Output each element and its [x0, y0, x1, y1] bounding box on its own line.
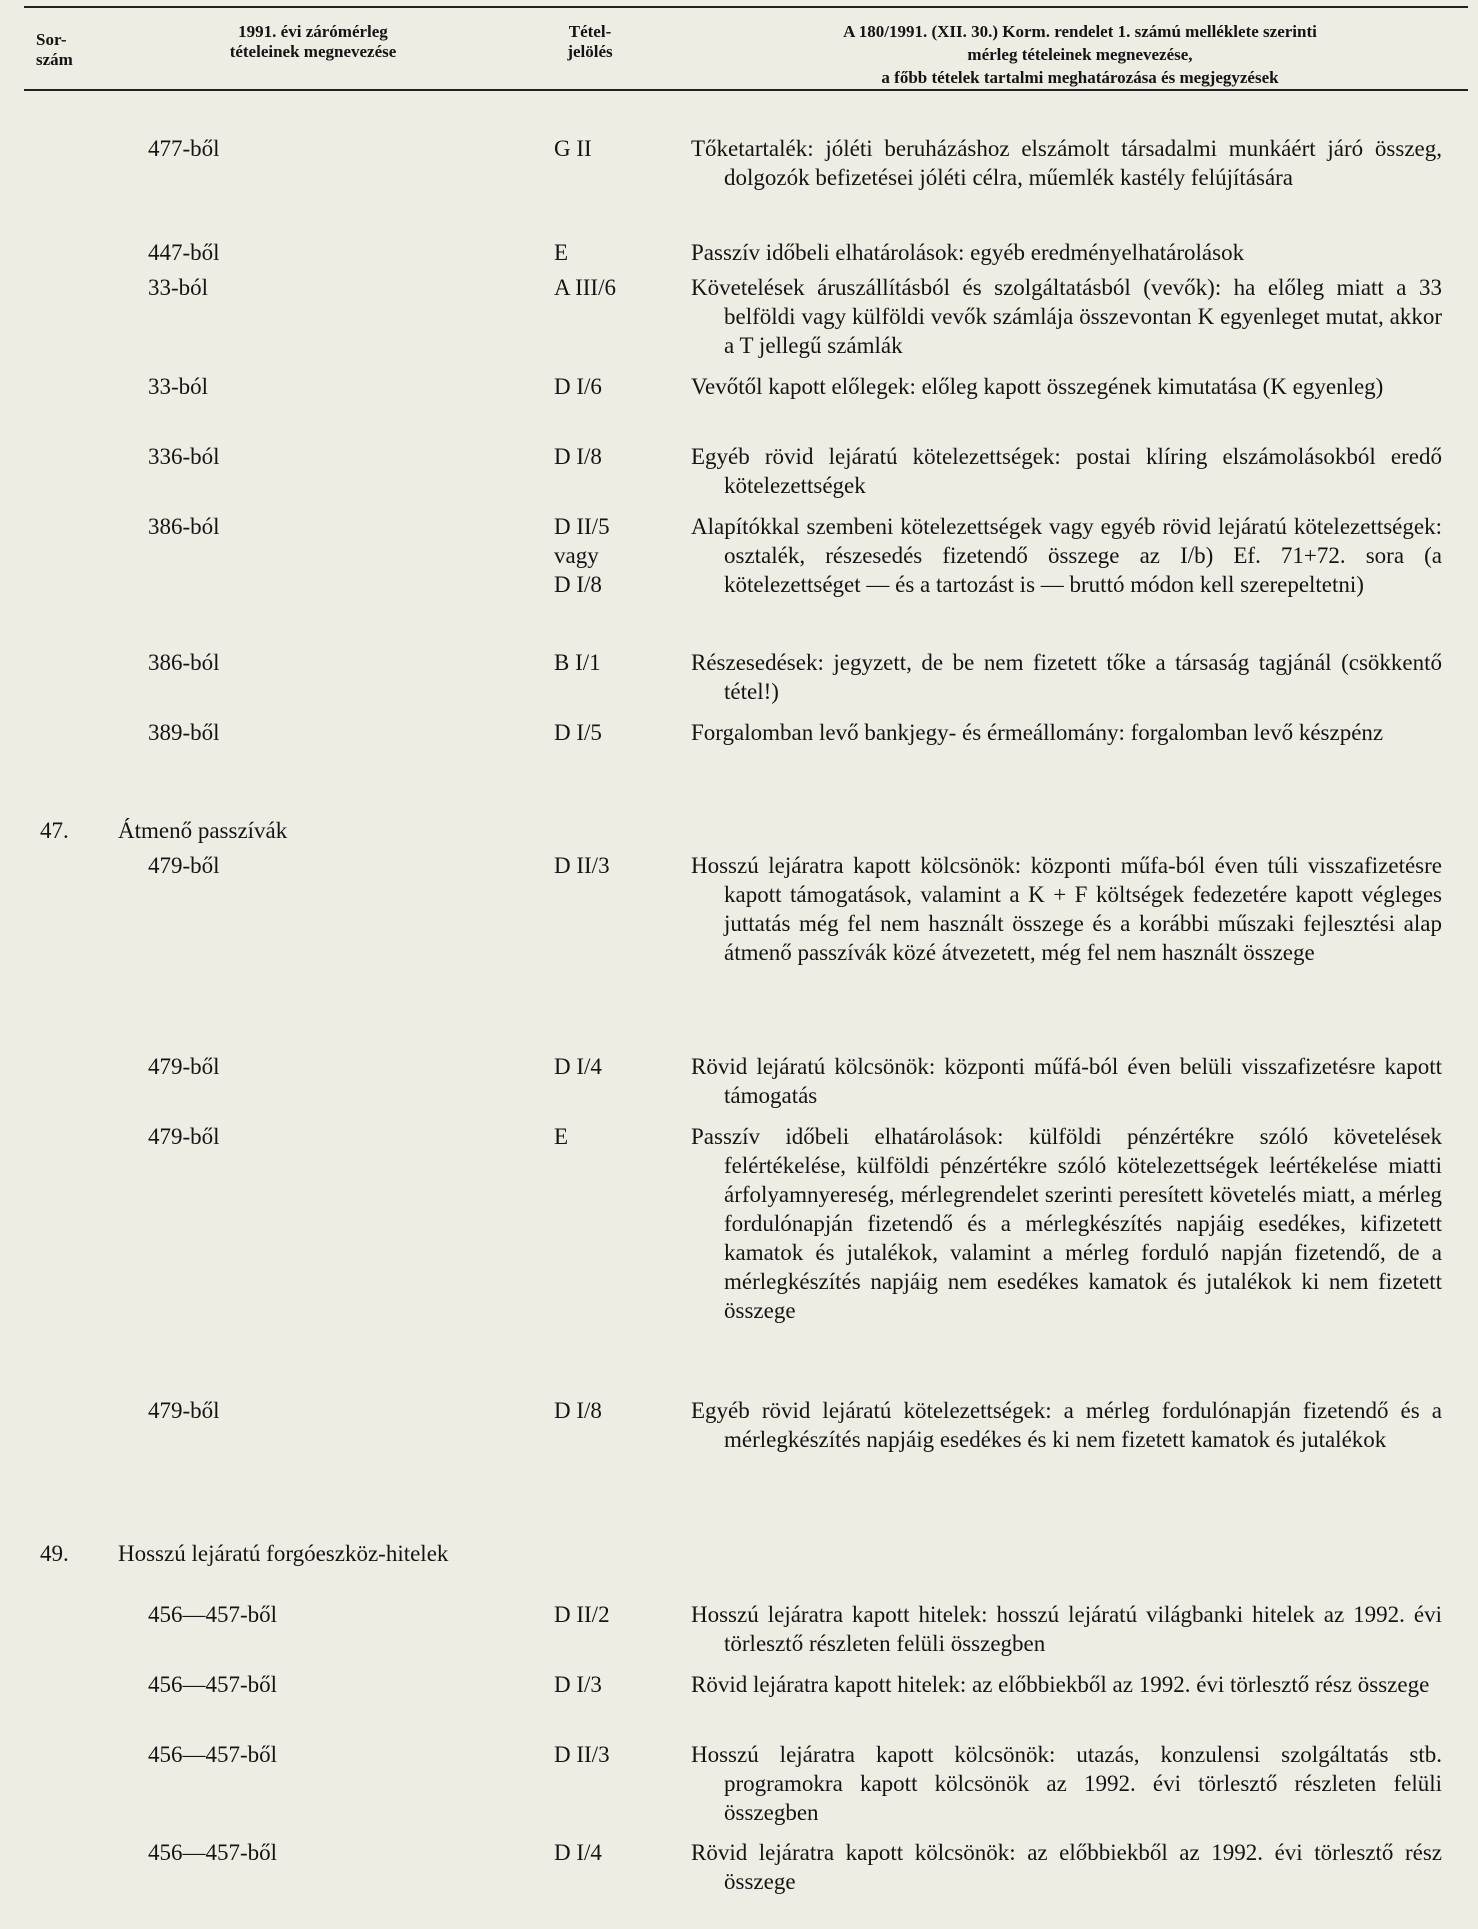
item-description: Rövid lejáratra kapott hitelek: az előbbiekből az 1992. évi törlesztő rész összege [691, 1672, 1430, 1697]
account-reference: 389-ből [148, 720, 220, 745]
account-reference: 479-ből [148, 1124, 220, 1149]
account-reference: 456—457-ből [148, 1840, 278, 1865]
item-description: Egyéb rövid lejáratú kötelezettségek: postai klíring elszámolásokból eredő kötelezettségek [691, 444, 1442, 498]
account-reference: 386-ból [148, 514, 220, 539]
item-description: Hosszú lejáratra kapott kölcsönök: központi műfa-ból éven túli visszafizetésre kapott támogatások, valamint a K + F költségek fedezetére kapott végleges juttatás még fel nem használt összege és a korábbi műszaki fejlesztési alap átmenő passzívák közé átvezetett, még fel nem használt összege [691, 853, 1442, 965]
account-reference: 456—457-ből [148, 1672, 278, 1697]
item-description: Egyéb rövid lejáratú kötelezettségek: a mérleg fordulónapján fizetendő és a mérlegkészítés napjáig esedékes és ki nem fizetett kamatok és jutalékok [691, 1398, 1442, 1452]
item-description: Passzív időbeli elhatárolások: egyéb eredményelhatárolások [691, 240, 1245, 265]
item-code: E [554, 240, 569, 265]
item-description: Rövid lejáratú kölcsönök: központi műfá-ból éven belüli visszafizetésre kapott támogatás [691, 1054, 1442, 1108]
account-reference: 456—457-ből [148, 1602, 278, 1627]
account-reference: 447-ből [148, 240, 220, 265]
item-code: D I/4 [554, 1054, 602, 1079]
section-number: 49. [40, 1541, 69, 1566]
item-code: D I/8 [554, 444, 602, 469]
account-reference: 479-ből [148, 1398, 220, 1423]
item-description: Részesedések: jegyzett, de be nem fizetett tőke a társaság tagjánál (csökkentő tétel!) [691, 650, 1442, 704]
account-reference: 386-ból [148, 650, 220, 675]
item-description: Hosszú lejáratra kapott kölcsönök: utazás, konzulensi szolgáltatás stb. programokra kapott kölcsönök az 1992. évi törlesztő részleten felüli összegben [691, 1742, 1442, 1825]
item-code: D I/4 [554, 1840, 602, 1865]
item-code: D I/6 [554, 374, 602, 399]
item-code: B I/1 [554, 650, 601, 675]
section-title: Átmenő passzívák [118, 818, 288, 843]
item-description: Rövid lejáratra kapott kölcsönök: az előbbiekből az 1992. évi törlesztő rész összege [691, 1840, 1442, 1894]
item-code: D II/3 [554, 853, 610, 878]
account-reference: 33-ból [148, 374, 209, 399]
account-reference: 479-ből [148, 853, 220, 878]
account-reference: 479-ből [148, 1054, 220, 1079]
item-code: E [554, 1124, 569, 1149]
account-reference: 336-ból [148, 444, 220, 469]
header-description: A 180/1991. (XII. 30.) Korm. rendelet 1. számú melléklete szerinti mérleg tételeinek megnevezése, a főbb tételek tartalmi meghatározása és megjegyzések [843, 22, 1317, 87]
item-code: G II [554, 136, 592, 161]
item-code: D I/5 [554, 720, 602, 745]
item-code: D II/5 vagy D I/8 [554, 514, 610, 597]
item-code: D I/3 [554, 1672, 602, 1697]
top-rule [24, 6, 1468, 8]
item-code: D I/8 [554, 1398, 602, 1423]
item-description: Követelések áruszállításból és szolgáltatásból (vevők): ha előleg miatt a 33 belföldi vagy külföldi vevők számlája összevontan K egyenleget mutat, akkor a T jellegű számlák [691, 275, 1442, 358]
account-reference: 33-ból [148, 275, 209, 300]
item-code: A III/6 [554, 275, 616, 300]
header-rule [24, 89, 1468, 91]
section-title: Hosszú lejáratú forgóeszköz-hitelek [118, 1541, 449, 1566]
header-name: 1991. évi zárómérleg tételeinek megnevezése [229, 22, 397, 61]
item-code: D II/3 [554, 1742, 610, 1767]
item-description: Hosszú lejáratra kapott hitelek: hosszú lejáratú világbanki hitelek az 1992. évi törlesztő részleten felüli összegben [691, 1602, 1442, 1656]
header-number: Sor- szám [36, 30, 73, 69]
item-description: Alapítókkal szembeni kötelezettségek vagy egyéb rövid lejáratú kötelezettségek: osztalék, részesedés fizetendő összege az I/b) Ef. 71+72. sora (a kötelezettséget — és a tartozást is — bruttó módon kell szerepeltetni) [691, 514, 1442, 597]
item-description: Passzív időbeli elhatárolások: külföldi pénzértékre szóló követelések felértékelése, külföldi pénzértékre szóló kötelezettségek leértékelése miatti árfolyamnyereség, mérlegrendelet szerinti peresített követelés miatt, a mérleg fordulónapján fizetendő és a mérlegkészítés napjáig esedékes, kifizetett kamatok és jutalékok, valamint a mérleg forduló napján fizetendő, de a mérlegkészítés napjáig nem esedékes kamatok és jutalékok ki nem fizetett összege [691, 1124, 1442, 1323]
section-number: 47. [40, 818, 69, 843]
item-code: D II/2 [554, 1602, 610, 1627]
item-description: Vevőtől kapott előlegek: előleg kapott összegének kimutatása (K egyenleg) [691, 374, 1384, 399]
account-reference: 456—457-ből [148, 1742, 278, 1767]
account-reference: 477-ből [148, 136, 220, 161]
header-code: Tétel- jelölés [567, 22, 613, 61]
item-description: Forgalomban levő bankjegy- és érmeállomány: forgalomban levő készpénz [691, 720, 1384, 745]
item-description: Tőketartalék: jóléti beruházáshoz elszámolt társadalmi munkáért járó összeg, dolgozók befizetései jóléti célra, műemlék kastély felújítására [691, 136, 1442, 190]
